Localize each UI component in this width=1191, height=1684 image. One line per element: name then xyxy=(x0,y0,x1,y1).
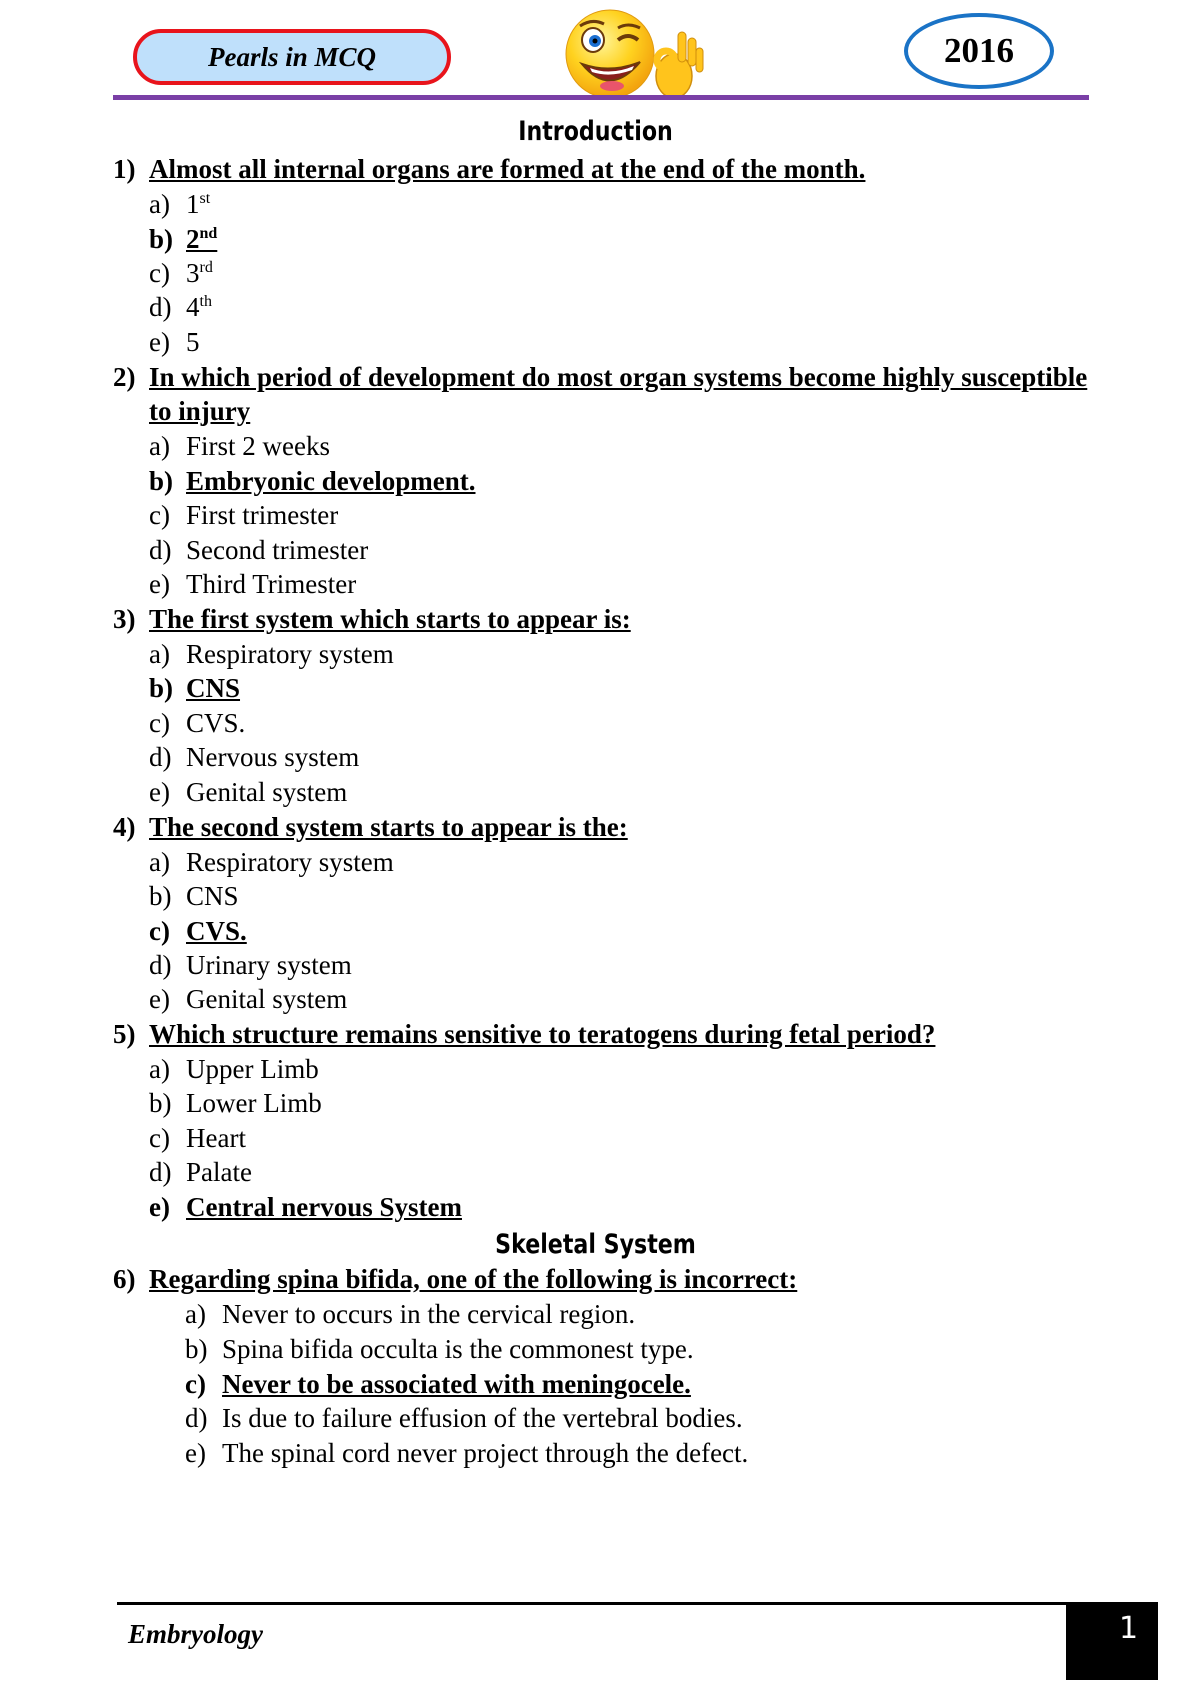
option-text: Genital system xyxy=(186,984,348,1014)
option-2c xyxy=(149,498,338,532)
section-title-skeletal-system: Skeletal System xyxy=(495,1229,696,1260)
option-text: The spinal cord never project through the defect. xyxy=(222,1438,749,1468)
option-superscript: rd xyxy=(199,259,213,276)
option-letter: b) xyxy=(149,466,174,496)
option-text: Central nervous System xyxy=(186,1192,462,1222)
option-letter: b) xyxy=(149,1088,172,1118)
option-letter: d) xyxy=(149,292,172,322)
book-title-badge xyxy=(133,29,451,85)
option-text: Palate xyxy=(186,1157,252,1187)
question-number: 3) xyxy=(113,604,136,634)
option-letter: e) xyxy=(149,984,170,1014)
option-letter: d) xyxy=(149,950,172,980)
question-5 xyxy=(113,1017,935,1051)
option-2a xyxy=(149,429,330,463)
question-text: In which period of development do most organ systems become highly susceptible to injury xyxy=(149,362,1088,426)
option-text: 5 xyxy=(186,327,200,357)
question-number: 2) xyxy=(113,362,136,392)
book-title: Pearls in MCQ xyxy=(207,41,377,72)
option-letter: a) xyxy=(149,847,170,877)
option-2b-correct xyxy=(149,464,476,498)
option-letter: a) xyxy=(149,189,170,219)
question-text: The first system which starts to appear is: xyxy=(149,604,631,634)
option-text: First trimester xyxy=(186,500,339,530)
question-4 xyxy=(113,810,628,844)
option-3e xyxy=(149,775,347,809)
option-letter: a) xyxy=(185,1299,206,1329)
option-superscript: nd xyxy=(199,225,218,242)
question-text: Which structure remains sensitive to teratogens during fetal period? xyxy=(149,1019,936,1049)
page-number-box xyxy=(1066,1602,1158,1680)
option-text: Lower Limb xyxy=(186,1088,322,1118)
option-letter: b) xyxy=(185,1334,208,1364)
option-letter: c) xyxy=(149,1123,170,1153)
option-1c xyxy=(149,256,213,290)
option-4b xyxy=(149,879,239,913)
option-5e-correct xyxy=(149,1190,462,1224)
option-letter: c) xyxy=(149,708,170,738)
year-badge xyxy=(904,13,1054,89)
option-text: 2 xyxy=(186,224,200,254)
option-letter: d) xyxy=(149,535,172,565)
option-1e xyxy=(149,325,200,359)
option-text: Urinary system xyxy=(186,950,352,980)
option-6e xyxy=(185,1436,748,1470)
option-1a xyxy=(149,187,210,221)
question-2 xyxy=(113,360,1097,428)
option-text: Third Trimester xyxy=(186,569,357,599)
option-text: Is due to failure effusion of the vertebral bodies. xyxy=(222,1403,743,1433)
question-number: 5) xyxy=(113,1019,136,1049)
option-letter: e) xyxy=(149,327,170,357)
question-number: 6) xyxy=(113,1264,136,1294)
winking-emoji-icon xyxy=(548,6,708,102)
option-text: Embryonic development. xyxy=(186,466,476,496)
option-letter: e) xyxy=(149,569,170,599)
option-superscript: th xyxy=(199,293,212,310)
option-letter: d) xyxy=(149,742,172,772)
footer-subject: Embryology xyxy=(128,1619,263,1649)
question-text: The second system starts to appear is the: xyxy=(149,812,628,842)
option-text: 4 xyxy=(186,292,200,322)
option-5d xyxy=(149,1155,252,1189)
question-number: 4) xyxy=(113,812,136,842)
option-6a xyxy=(185,1297,635,1331)
option-text: Never to occurs in the cervical region. xyxy=(222,1299,636,1329)
option-letter: d) xyxy=(149,1157,172,1187)
page-number: 1 xyxy=(1119,1611,1139,1646)
option-4c-correct xyxy=(149,914,247,948)
question-text: Almost all internal organs are formed at the end of the month. xyxy=(149,154,866,184)
option-4e xyxy=(149,982,347,1016)
option-text: Upper Limb xyxy=(186,1054,319,1084)
option-text: 3 xyxy=(186,258,200,288)
option-text: Second trimester xyxy=(186,535,369,565)
option-letter: c) xyxy=(149,500,170,530)
option-text: CVS. xyxy=(186,708,246,738)
option-letter: d) xyxy=(185,1403,208,1433)
option-4d xyxy=(149,948,352,982)
option-letter: a) xyxy=(149,431,170,461)
option-letter: c) xyxy=(149,258,170,288)
option-3b-correct xyxy=(149,671,240,705)
option-letter: b) xyxy=(149,881,172,911)
option-5a xyxy=(149,1052,319,1086)
option-1d xyxy=(149,290,212,324)
option-letter: b) xyxy=(149,224,174,254)
option-2d xyxy=(149,533,368,567)
footer-divider xyxy=(117,1602,1070,1605)
question-1 xyxy=(113,152,865,186)
option-letter: c) xyxy=(185,1369,206,1399)
option-text: 1 xyxy=(186,189,200,219)
question-number: 1) xyxy=(113,154,136,184)
option-letter: a) xyxy=(149,639,170,669)
option-1b-correct xyxy=(149,222,217,256)
option-letter: e) xyxy=(149,777,170,807)
option-text: Spina bifida occulta is the commonest type. xyxy=(222,1334,694,1364)
option-text: CNS xyxy=(186,881,239,911)
option-3a xyxy=(149,637,394,671)
option-6d xyxy=(185,1401,743,1435)
option-text: CVS. xyxy=(186,916,247,946)
option-text: Nervous system xyxy=(186,742,360,772)
option-5c xyxy=(149,1121,246,1155)
option-3d xyxy=(149,740,359,774)
option-3c xyxy=(149,706,245,740)
question-text: Regarding spina bifida, one of the following is incorrect: xyxy=(149,1264,798,1294)
option-6c-correct xyxy=(185,1367,691,1401)
option-2e xyxy=(149,567,356,601)
option-text: Heart xyxy=(186,1123,246,1153)
option-letter: b) xyxy=(149,673,174,703)
option-letter: c) xyxy=(149,916,170,946)
option-superscript: st xyxy=(199,190,211,207)
option-text: Respiratory system xyxy=(186,847,394,877)
option-text: First 2 weeks xyxy=(186,431,330,461)
option-text: CNS xyxy=(186,673,241,703)
question-3 xyxy=(113,602,631,636)
question-6 xyxy=(113,1262,797,1296)
option-letter: e) xyxy=(149,1192,170,1222)
header-divider xyxy=(113,95,1089,100)
option-letter: a) xyxy=(149,1054,170,1084)
option-text: Never to be associated with meningocele. xyxy=(222,1369,691,1399)
option-text: Respiratory system xyxy=(186,639,394,669)
option-4a xyxy=(149,845,394,879)
year: 2016 xyxy=(944,31,1014,70)
option-5b xyxy=(149,1086,322,1120)
option-letter: e) xyxy=(185,1438,206,1468)
option-text: Genital system xyxy=(186,777,348,807)
section-title-introduction: Introduction xyxy=(518,116,673,147)
option-6b xyxy=(185,1332,694,1366)
